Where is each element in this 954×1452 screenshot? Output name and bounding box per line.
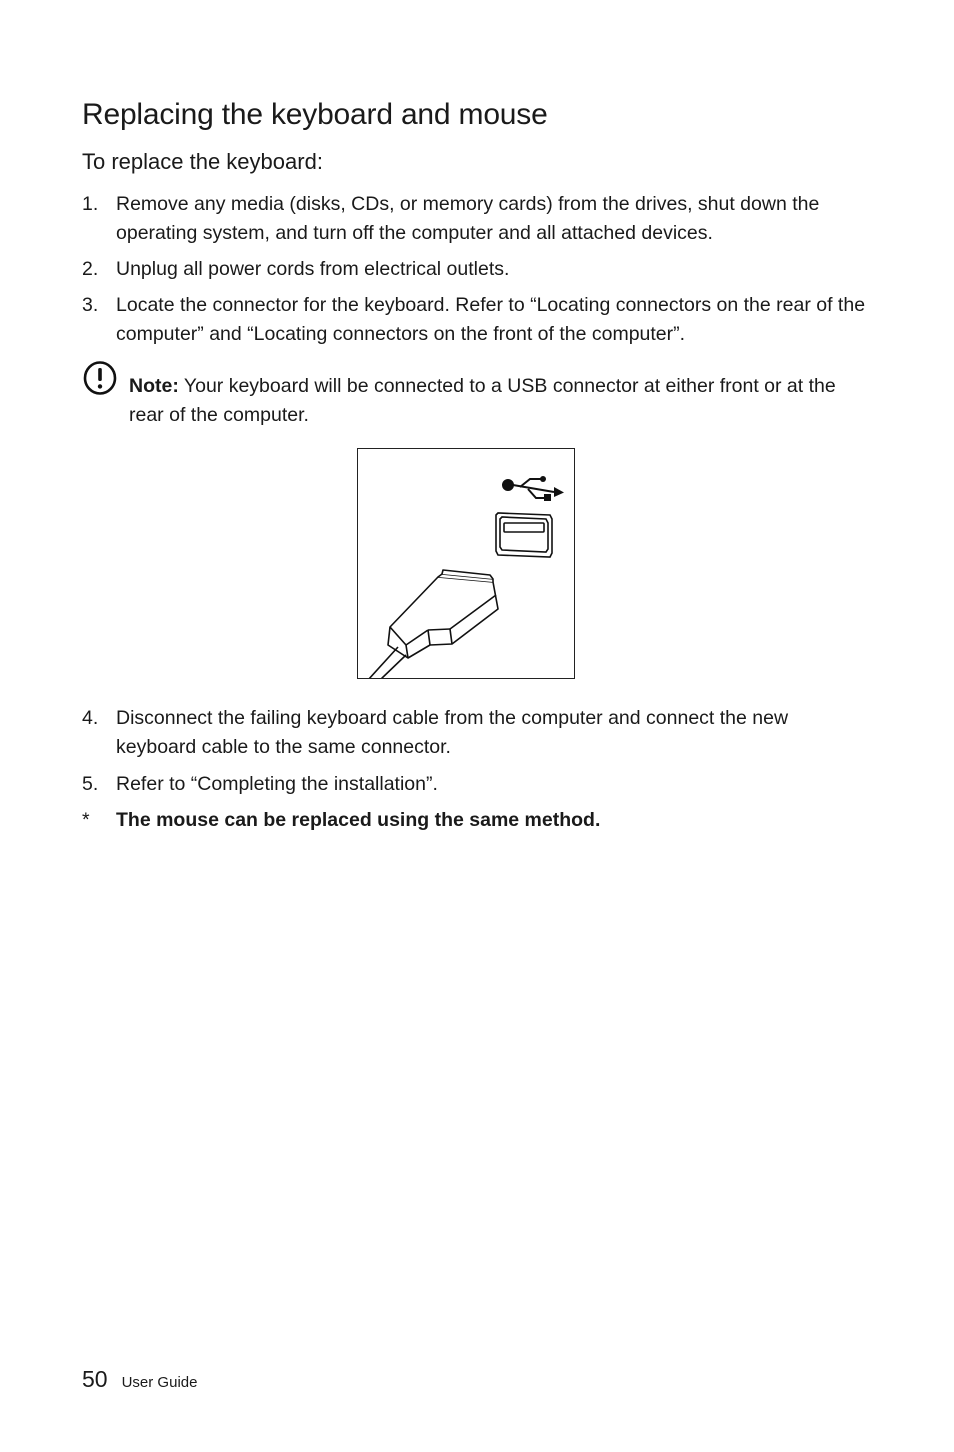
step-2 — [82, 255, 872, 284]
step-number: 3. — [82, 294, 99, 316]
attention-icon — [82, 360, 118, 396]
step-number: 1. — [82, 193, 99, 215]
mouse-note-text: The mouse can be replaced using the same method. — [116, 809, 601, 831]
note-label: Note: — [129, 375, 179, 397]
step-text: Unplug all power cords from electrical outlets. — [116, 258, 510, 280]
usb-plug — [368, 570, 498, 679]
step-text: Refer to “Completing the installation”. — [116, 773, 438, 795]
step-1 — [82, 190, 872, 248]
page-number: 50 — [82, 1366, 108, 1392]
usb-connector-figure — [357, 448, 575, 679]
mouse-note — [82, 806, 872, 835]
note-body: Your keyboard will be connected to a USB connector at either front or at the rear of the computer. — [129, 375, 836, 426]
usb-port — [496, 513, 552, 557]
usb-icon — [503, 476, 564, 501]
step-text: Locate the connector for the keyboard. Refer to “Locating connectors on the rear of the computer” and “Locating connectors on the front of the computer”. — [116, 294, 866, 345]
footer-label: User Guide — [121, 1374, 198, 1391]
step-5 — [82, 770, 872, 799]
section-heading: To replace the keyboard: — [82, 149, 323, 174]
step-text: Disconnect the failing keyboard cable from the computer and connect the new keyboard cable to the same connector. — [116, 707, 789, 758]
step-4 — [82, 704, 872, 762]
step-number: 5. — [82, 773, 99, 795]
step-text: Remove any media (disks, CDs, or memory cards) from the drives, shut down the operating system, and turn off the computer and all attached devices. — [116, 193, 820, 244]
step-3 — [82, 291, 872, 349]
step-number: 2. — [82, 258, 99, 280]
note-text — [129, 372, 859, 430]
step-number: 4. — [82, 707, 99, 729]
page-title: Replacing the keyboard and mouse — [82, 98, 548, 131]
page-footer — [82, 1366, 197, 1393]
usb-plug-illustration — [358, 449, 575, 679]
asterisk: * — [82, 809, 90, 831]
